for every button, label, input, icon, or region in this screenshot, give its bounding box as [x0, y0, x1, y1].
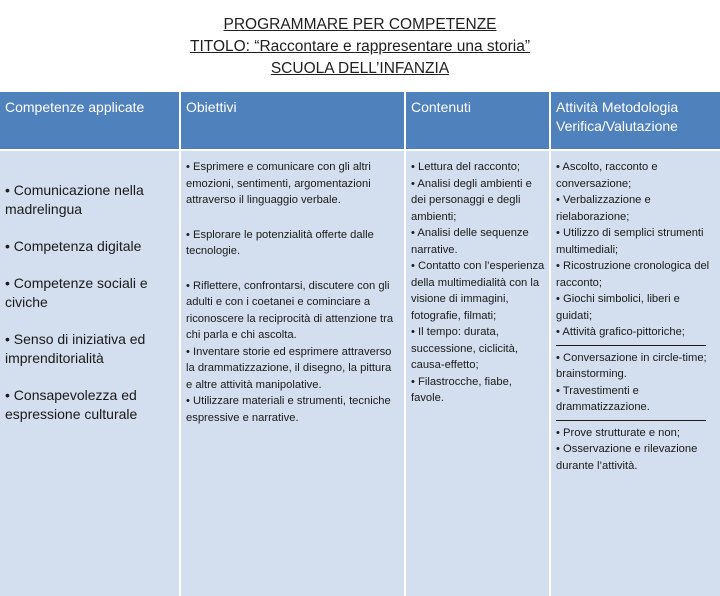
attivita-item: • Conversazione in circle-time; brainstorming. — [556, 351, 707, 380]
competency-table — [0, 92, 720, 596]
contenuto-item: • Il tempo: durata, successione, ciclicità, causa-effetto; — [411, 326, 518, 371]
obiettivo-item: • Esplorare le potenzialità offerte dalle tecnologie. — [186, 228, 374, 257]
attivita-item: • Verbalizzazione e rielaborazione; — [556, 194, 651, 223]
attivita-item: • Osservazione e rilevazione durante l’attività. — [556, 443, 698, 472]
document-title — [0, 14, 720, 80]
obiettivo-item: • Inventare storie ed esprimere attraverso la drammatizzazione, il disegno, la pittura e altre attività manipolative. — [186, 345, 392, 391]
cell-contenuti — [405, 150, 550, 596]
competenza-item: • Competenze sociali e civiche — [5, 275, 148, 310]
section-divider — [556, 345, 706, 346]
competenza-item: • Comunicazione nella madrelingua — [5, 182, 144, 217]
obiettivo-item: • Riflettere, confrontarsi, discutere con gli adulti e con i coetanei e cominciare a riconoscere la reciprocità di attenzione tra chi parla e chi ascolta. — [186, 279, 394, 341]
attivita-item: • Prove strutturate e non; — [556, 426, 680, 439]
header-competenze: Competenze applicate — [0, 92, 180, 150]
header-attivita: Attività Metodologia Verifica/Valutazione — [550, 92, 720, 150]
attivita-item: • Ricostruzione cronologica del racconto; — [556, 260, 710, 289]
title-line-3: SCUOLA DELL’INFANZIA — [270, 60, 450, 77]
attivita-item: • Ascolto, racconto e conversazione; — [556, 161, 658, 190]
competenza-item: • Senso di iniziativa ed imprenditorialità — [5, 331, 146, 366]
contenuto-item: • Analisi delle sequenze narrative. — [411, 227, 529, 256]
header-obiettivi: Obiettivi — [180, 92, 405, 150]
header-contenuti: Contenuti — [405, 92, 550, 150]
contenuto-item: • Analisi degli ambienti e dei personaggi e degli ambienti; — [411, 177, 532, 223]
attivita-item: • Giochi simbolici, liberi e guidati; — [556, 293, 680, 322]
title-line-2: TITOLO: “Raccontare e rappresentare una storia” — [189, 38, 530, 55]
cell-obiettivi — [180, 150, 405, 596]
competenza-item: • Consapevolezza ed espressione culturale — [5, 387, 138, 422]
title-line-1: PROGRAMMARE PER COMPETENZE — [223, 16, 497, 33]
table-header-row — [0, 92, 720, 150]
obiettivo-item: • Utilizzare materiali e strumenti, tecniche espressive e narrative. — [186, 395, 391, 424]
attivita-item: • Travestimenti e drammatizzazione. — [556, 384, 650, 413]
attivita-item: • Attività grafico-pittoriche; — [556, 326, 685, 338]
section-divider — [556, 420, 706, 421]
attivita-item: • Utilizzo di semplici strumenti multimediali; — [556, 227, 704, 256]
cell-attivita — [550, 150, 720, 596]
cell-competenze — [0, 150, 180, 596]
competenza-item: • Competenza digitale — [5, 238, 142, 254]
table-row — [0, 150, 720, 596]
contenuto-item: • Lettura del racconto; — [411, 161, 521, 173]
contenuto-item: • Contatto con l’esperienza della multimedialità con la visione di immagini, fotografie, filmati; — [411, 260, 545, 322]
contenuto-item: • Filastrocche, fiabe, favole. — [411, 375, 512, 404]
obiettivo-item: • Esprimere e comunicare con gli altri emozioni, sentimenti, argomentazioni attraverso il linguaggio verbale. — [186, 161, 371, 206]
